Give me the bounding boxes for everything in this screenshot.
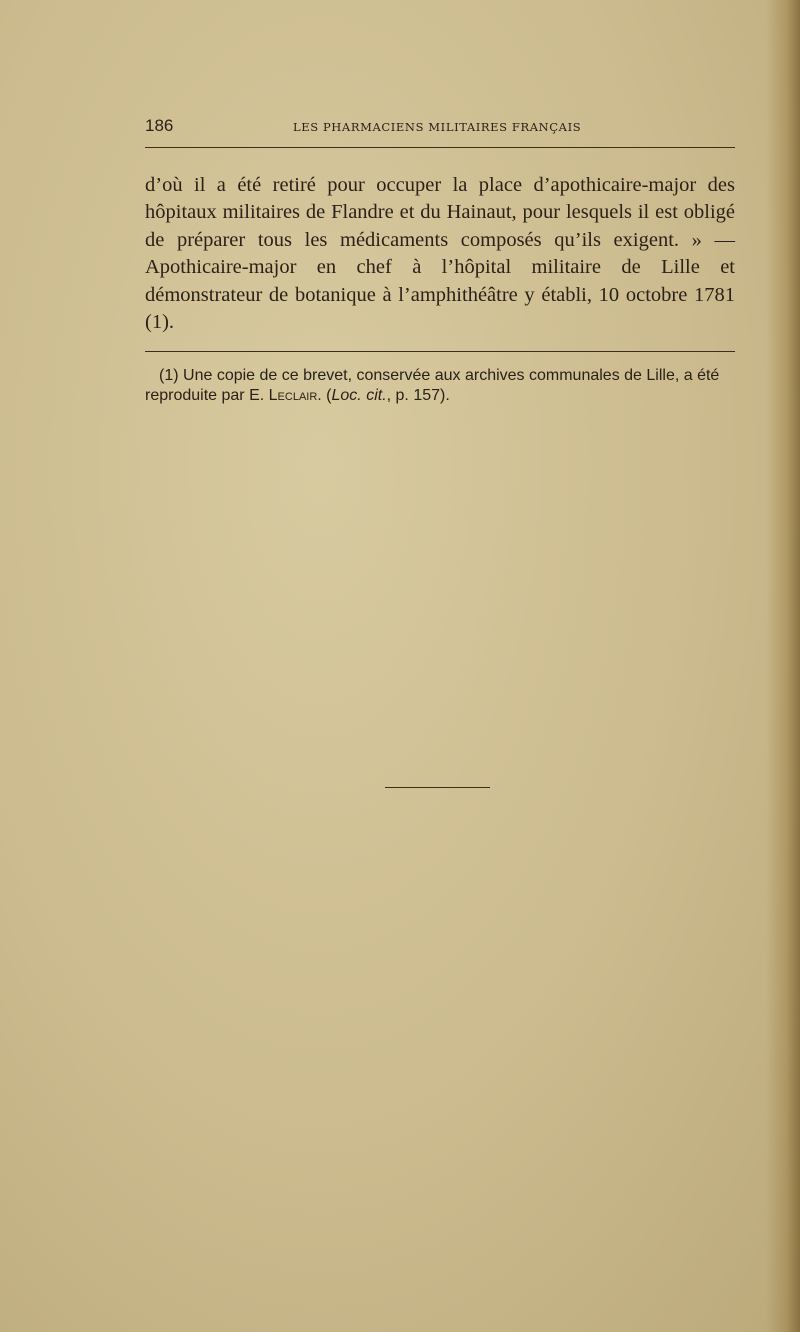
header-rule xyxy=(145,147,735,148)
footnote-text-after: , p. 157). xyxy=(386,387,450,404)
footnote-citation: Loc. cit. xyxy=(331,387,387,404)
page-edge-shadow xyxy=(766,0,800,1332)
footnote-text-mid: . ( xyxy=(317,387,332,404)
footnote-author: Leclair xyxy=(268,387,318,404)
footnote-separator-rule xyxy=(145,351,735,352)
footnote-marker: (1) xyxy=(159,367,179,384)
end-rule xyxy=(385,787,490,788)
footnote-text-before: Une copie de ce brevet, conservée aux archives communales de Lille, a été reproduite par E. xyxy=(145,367,720,404)
running-head xyxy=(145,116,735,140)
footnote xyxy=(145,366,735,406)
body-paragraph: d’où il a été retiré pour occuper la place d’apothicaire-major des hôpitaux militaires de Flandre et du Hainaut, pour lesquels il est obligé de préparer tous les médicaments composés qu’ils exigent. » — Apothicaire-major en chef à l’hôpital militaire de Lille et démonstrateur de botanique à l’amphithéâtre y établi, 10 octobre 1781 (1). xyxy=(145,174,735,334)
running-title: LES PHARMACIENS MILITAIRES FRANÇAIS xyxy=(293,120,582,134)
page-number: 186 xyxy=(145,116,174,135)
